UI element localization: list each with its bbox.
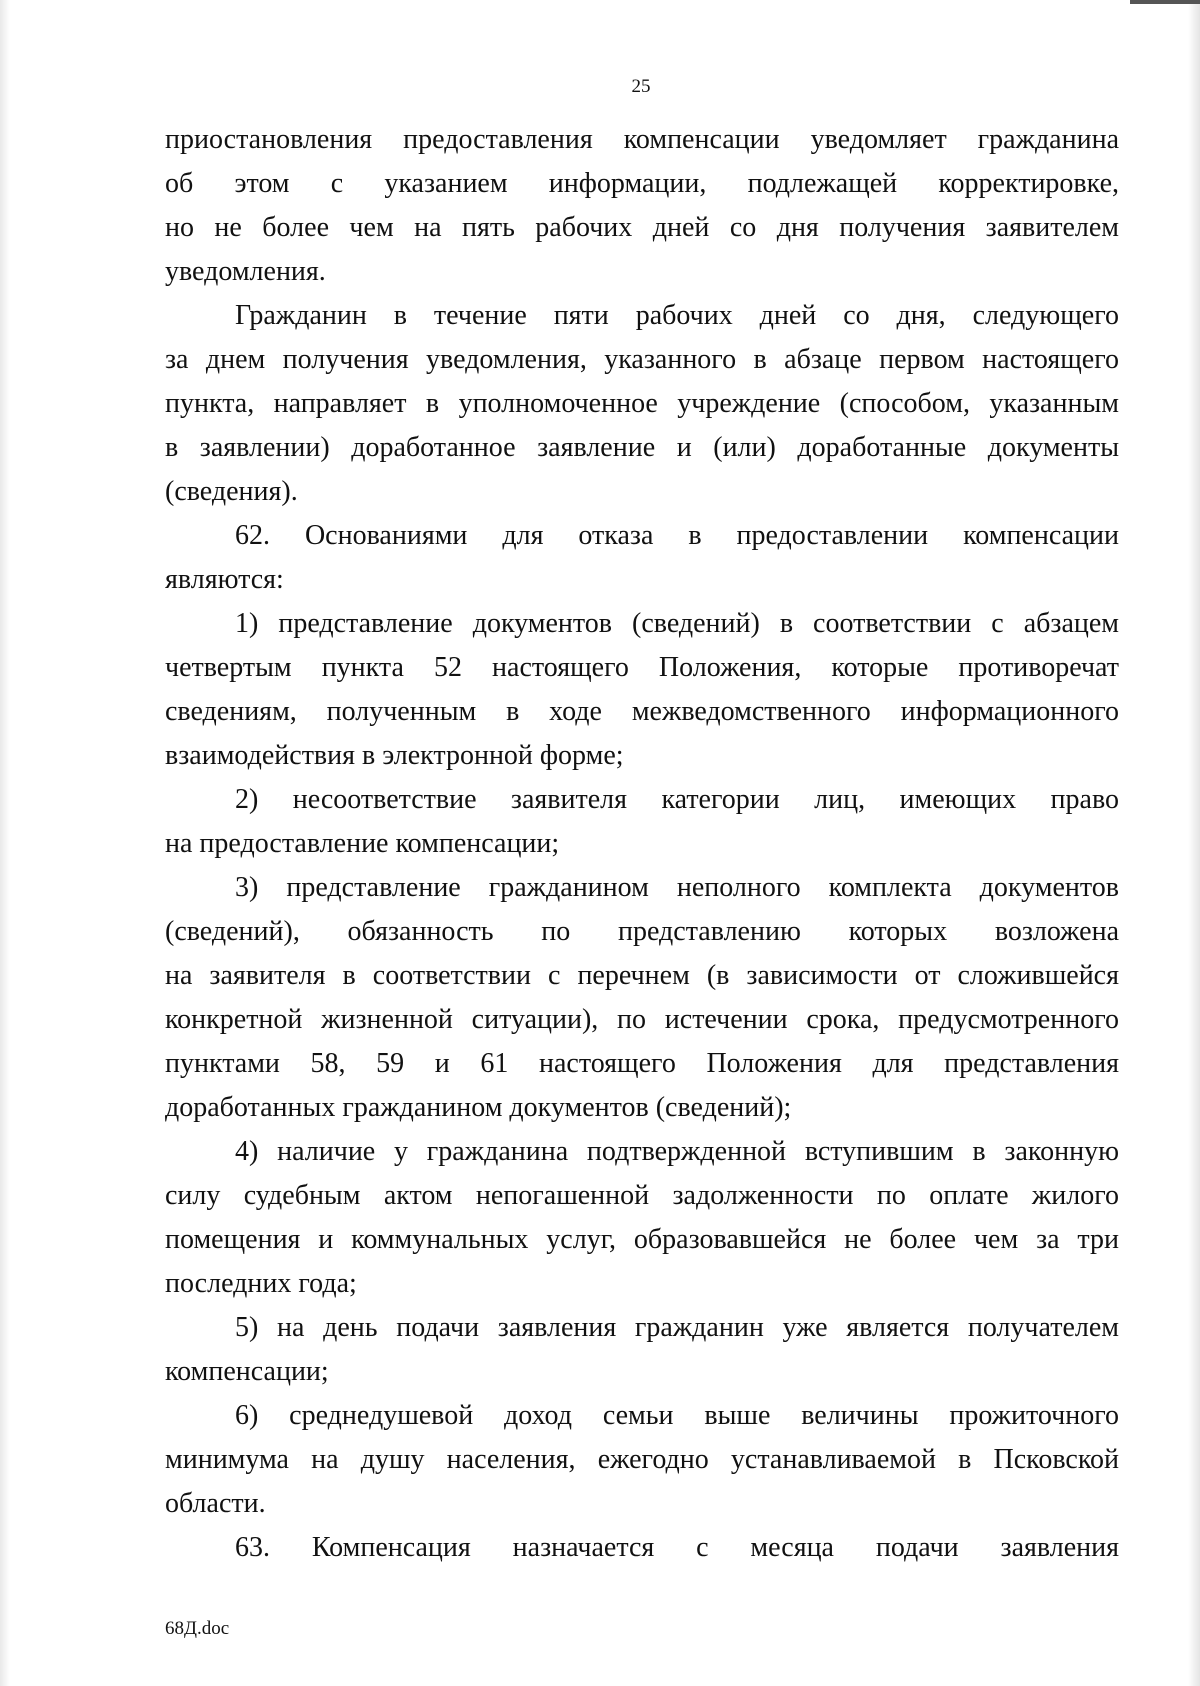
text-line: являются:	[165, 564, 284, 595]
text-line: 5) на день подачи заявления гражданин уже является получателем	[235, 1312, 1119, 1343]
text-line: 63. Компенсация назначается с месяца подачи заявления	[235, 1532, 1119, 1563]
text-line: взаимодействия в электронной форме;	[165, 740, 624, 771]
text-line: об этом с указанием информации, подлежащей корректировке,	[165, 168, 1119, 199]
text-line: компенсации;	[165, 1356, 329, 1387]
text-line: 6) среднедушевой доход семьи выше величины прожиточного	[235, 1400, 1119, 1431]
text-line: в заявлении) доработанное заявление и (или) доработанные документы	[165, 432, 1119, 463]
text-line: на предоставление компенсации;	[165, 828, 560, 859]
paragraph	[165, 1526, 1119, 1570]
text-line: на заявителя в соответствии с перечнем (в зависимости от сложившейся	[165, 960, 1119, 991]
text-line: минимума на душу населения, ежегодно устанавливаемой в Псковской	[165, 1444, 1119, 1475]
scan-edge-left	[0, 0, 10, 1686]
text-line: уведомления.	[165, 256, 326, 287]
text-line: 4) наличие у гражданина подтвержденной вступившим в законную	[235, 1136, 1119, 1167]
paragraph	[165, 514, 1119, 602]
paragraph	[165, 1306, 1119, 1394]
paragraph	[165, 118, 1119, 294]
text-line: приостановления предоставления компенсации уведомляет гражданина	[165, 124, 1119, 155]
text-line: четвертым пункта 52 настоящего Положения, которые противоречат	[165, 652, 1119, 683]
paragraph	[165, 1394, 1119, 1526]
paragraph	[165, 866, 1119, 1130]
text-line: области.	[165, 1488, 266, 1519]
text-line: (сведения).	[165, 476, 298, 507]
document-body	[165, 118, 1119, 1570]
paragraph	[165, 602, 1119, 778]
scan-edge-right	[1188, 0, 1200, 1686]
text-line: сведениям, полученным в ходе межведомственного информационного	[165, 696, 1119, 727]
paragraph	[165, 1130, 1119, 1306]
paragraph	[165, 778, 1119, 866]
paragraph	[165, 294, 1119, 514]
text-line: но не более чем на пять рабочих дней со дня получения заявителем	[165, 212, 1119, 243]
text-line: пунктами 58, 59 и 61 настоящего Положения для представления	[165, 1048, 1119, 1079]
text-line: за днем получения уведомления, указанного в абзаце первом настоящего	[165, 344, 1119, 375]
text-line: силу судебным актом непогашенной задолженности по оплате жилого	[165, 1180, 1119, 1211]
page-number: 25	[631, 76, 651, 97]
text-line: помещения и коммунальных услуг, образовавшейся не более чем за три	[165, 1224, 1119, 1255]
text-line: (сведений), обязанность по представлению которых возложена	[165, 916, 1119, 947]
text-line: 2) несоответствие заявителя категории лиц, имеющих право	[235, 784, 1119, 815]
text-line: пункта, направляет в уполномоченное учреждение (способом, указанным	[165, 388, 1119, 419]
text-line: 3) представление гражданином неполного комплекта документов	[235, 872, 1119, 903]
text-line: 62. Основаниями для отказа в предоставлении компенсации	[235, 520, 1119, 551]
text-line: Гражданин в течение пяти рабочих дней со дня, следующего	[235, 300, 1119, 331]
text-line: 1) представление документов (сведений) в соответствии с абзацем	[235, 608, 1119, 639]
text-line: доработанных гражданином документов (сведений);	[165, 1092, 792, 1123]
footer-filename: 68Д.doc	[165, 1618, 230, 1639]
scan-edge-top	[1130, 0, 1200, 4]
text-line: последних года;	[165, 1268, 357, 1299]
text-line: конкретной жизненной ситуации), по истечении срока, предусмотренного	[165, 1004, 1119, 1035]
